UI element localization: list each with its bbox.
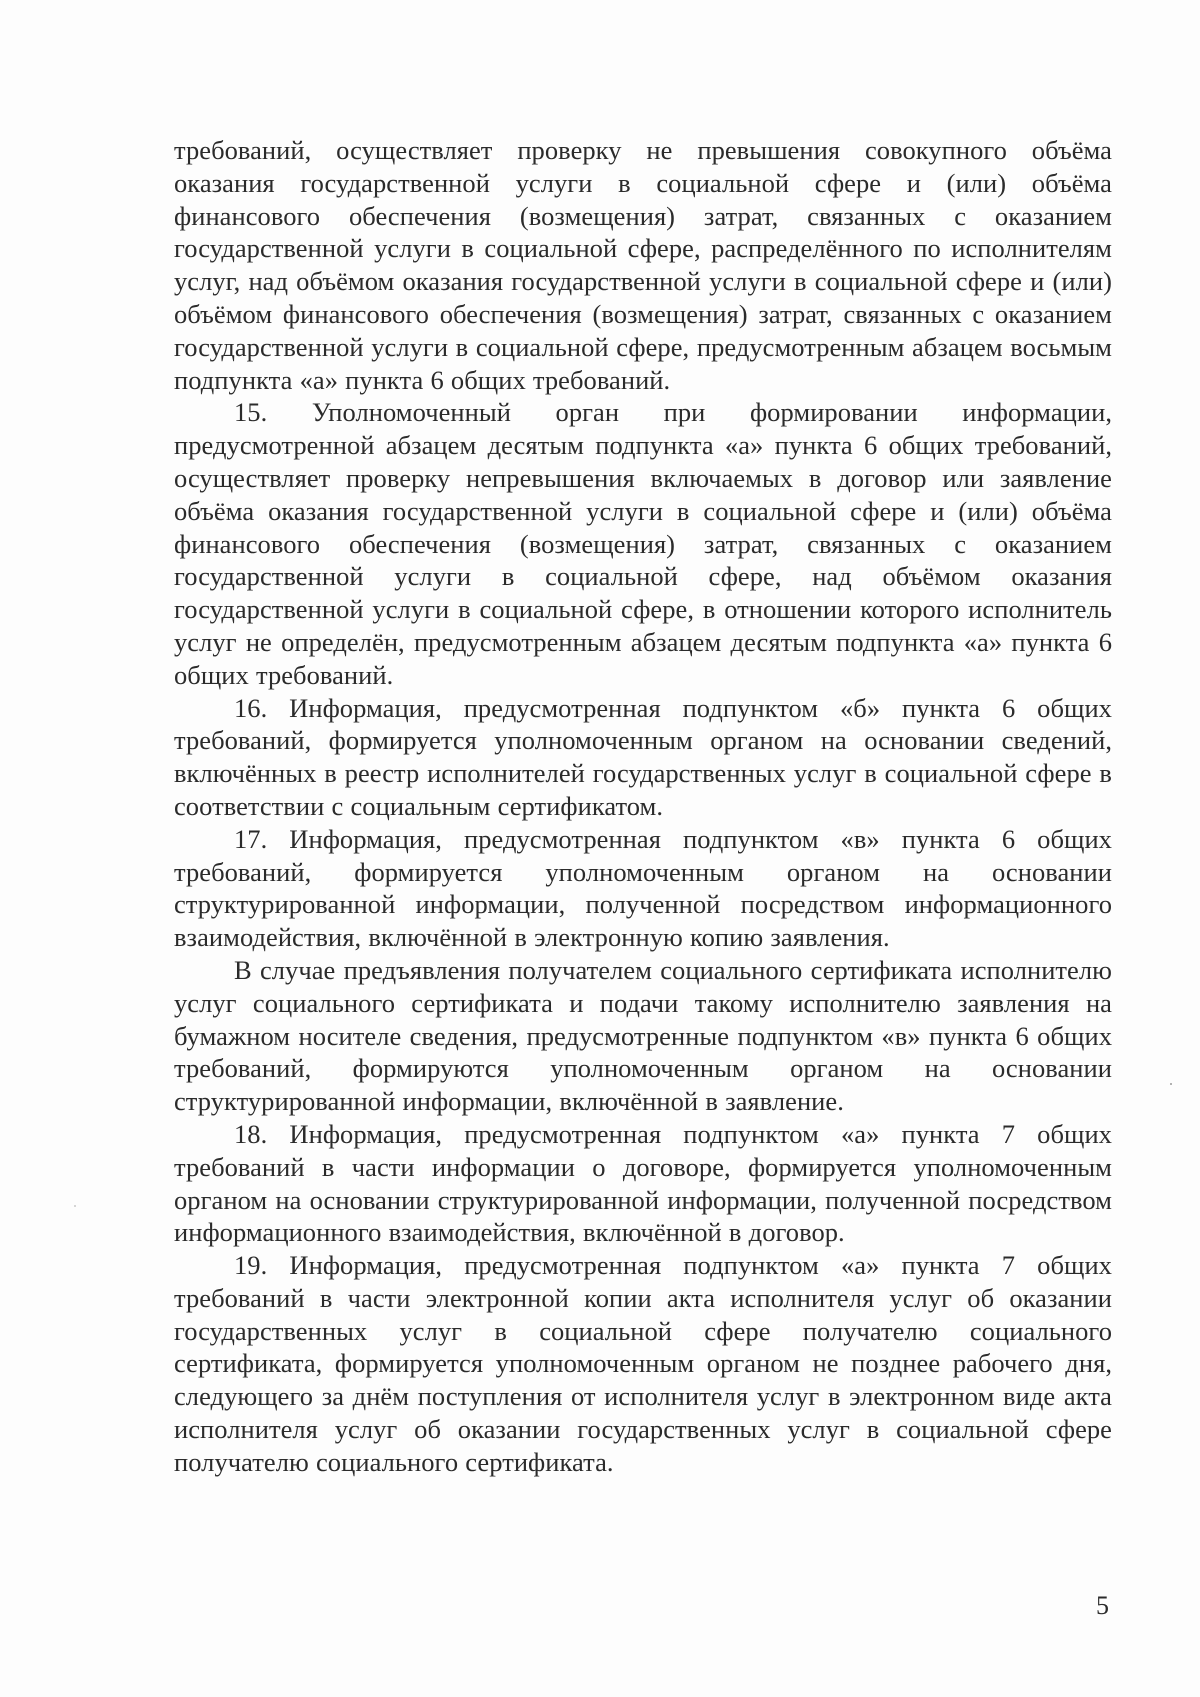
paragraph-item-17-paper-application: В случае предъявления получателем социального сертификата исполнителю услуг социального сертификата и подачи такому исполнителю заявления на бумажном носителе сведения, предусмотренные подпунктом «в» пункта 6 общих требований, формируются уполномоченным органом на основании структурированной информации, включённой в заявление. [174,954,1112,1117]
paragraph-item-17: 17. Информация, предусмотренная подпунктом «в» пункта 6 общих требований, формируется уполномоченным органом на основании структурированной информации, полученной посредством информационного взаимодействия, включённой в электронную копию заявления. [174,823,1112,953]
paragraph-item-19: 19. Информация, предусмотренная подпунктом «а» пункта 7 общих требований в части электронной копии акта исполнителя услуг об оказании государственных услуг в социальной сфере получателю социального сертификата, формируется уполномоченным органом не позднее рабочего дня, следующего за днём поступления от исполнителя услуг в электронном виде акта исполнителя услуг об оказании государственных услуг в социальной сфере получателю социального сертификата. [174,1250,1112,1477]
paragraph-continuation: требований, осуществляет проверку не превышения совокупного объёма оказания государственной услуги в социальной сфере и (или) объёма финансового обеспечения (возмещения) затрат, связанных с оказанием государственной услуги в социальной сфере, распределённого по исполнителям услуг, над объёмом оказания государственной услуги в социальной сфере и (или) объёмом финансового обеспечения (возмещения) затрат, связанных с оказанием государственной услуги в социальной сфере, предусмотренным абзацем восьмым подпункта «а» пункта 6 общих требований. [174,135,1112,395]
paragraph-item-16: 16. Информация, предусмотренная подпунктом «б» пункта 6 общих требований, формируется уполномоченным органом на основании сведений, включённых в реестр исполнителей государственных услуг в социальной сфере в соответствии с социальным сертификатом. [174,692,1112,821]
paragraph-item-15: 15. Уполномоченный орган при формировании информации, предусмотренной абзацем десятым подпункта «а» пункта 6 общих требований, осуществляет проверку непревышения включаемых в договор или заявление объёма оказания государственной услуги в социальной сфере и (или) объёма финансового обеспечения (возмещения) затрат, связанных с оказанием государственной услуги в социальной сфере, над объёмом оказания государственной услуги в социальной сфере, в отношении которого исполнитель услуг не определён, предусмотренным абзацем десятым подпункта «а» пункта 6 общих требований. [174,397,1112,690]
document-body [174,134,1112,1479]
scan-speck [74,1205,76,1207]
page-number: 5 [1096,1591,1109,1620]
paragraph-item-18: 18. Информация, предусмотренная подпунктом «а» пункта 7 общих требований в части информации о договоре, формируется уполномоченным органом на основании структурированной информации, полученной посредством информационного взаимодействия, включённой в договор. [174,1118,1112,1248]
scan-speck [1170,1083,1172,1085]
